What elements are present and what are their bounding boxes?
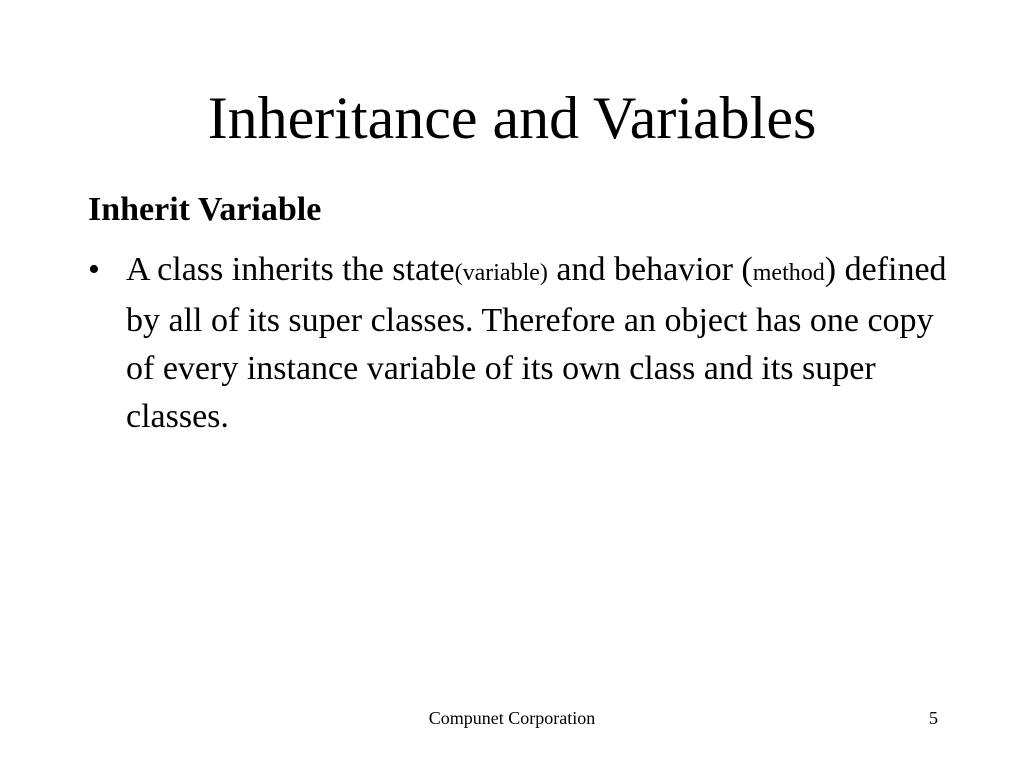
footer-page-number: 5 [929, 708, 938, 728]
bullet-text-part: ) defined by all of its super classes. Therefore an object has one copy of every instance variable of its own class and its super classes. [126, 251, 947, 435]
bullet-text-part-small: (variable) [454, 260, 548, 286]
bullet-text-part: and behavior ( [547, 251, 753, 288]
slide-subheading: Inherit Variable [88, 191, 322, 228]
footer-company: Compunet Corporation [428, 708, 596, 728]
bullet-list [88, 246, 968, 441]
slide-title: Inheritance and Variables [207, 85, 817, 151]
bullet-item [88, 246, 968, 441]
bullet-marker: • [88, 251, 100, 288]
bullet-text-part-small: method [752, 260, 825, 286]
bullet-text-part: A class inherits the state [126, 251, 455, 288]
